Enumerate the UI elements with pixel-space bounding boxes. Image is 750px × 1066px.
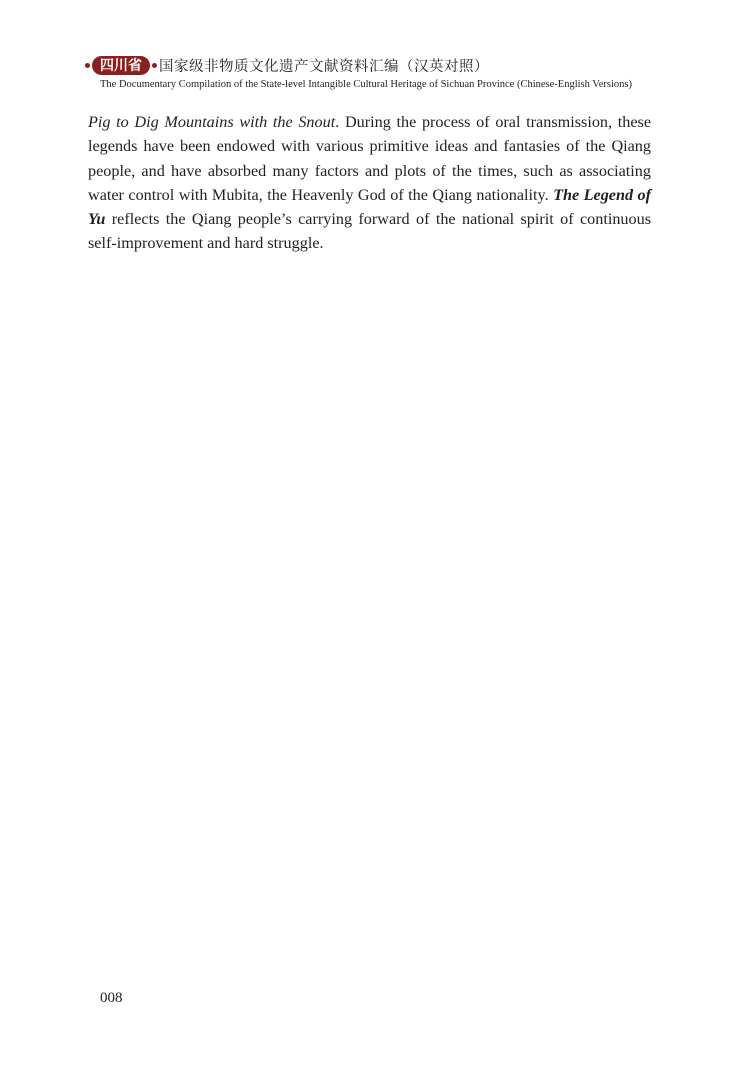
header-title-row (92, 54, 672, 76)
running-header (92, 54, 672, 90)
body-text-segment: reflects the Qiang people’s carrying forward of the national spirit of continuous self-improvement and hard struggle. (88, 210, 651, 253)
header-title-chinese: 国家级非物质文化遗产文献资料汇编（汉英对照） (159, 58, 489, 75)
body-paragraph (88, 110, 651, 256)
body-text-segment: . During the process of oral transmission, these legends have been endowed with various primitive ideas and fantasies of the Qiang people, and have absorbed many factors and plots of the times, such as associating water control with Mubita, the Heavenly God of the Qiang nationality. (88, 113, 651, 204)
work-title-legend-of-yu: The Legend of Yu (88, 185, 652, 229)
work-title-pig: Pig to Dig Mountains with the Snout (88, 113, 336, 131)
page-number: 008 (100, 990, 123, 1006)
province-badge: 四川省 (92, 56, 150, 75)
header-title-english: The Documentary Compilation of the State-level Intangible Cultural Heritage of Sichuan Province (Chinese-English Versions) (100, 79, 632, 90)
